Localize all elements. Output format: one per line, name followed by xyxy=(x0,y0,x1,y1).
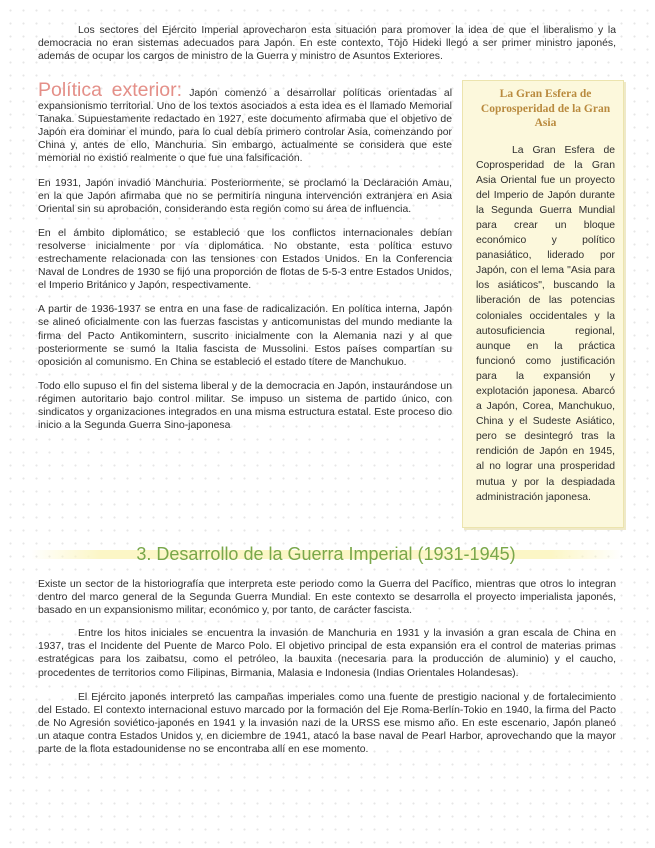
foreign-policy-paragraph-1-text: Japón comenzó a desarrollar políticas orientadas al expansionismo territorial. Uno de los textos asociados a esta idea es el llamado Memorial Tanaka. Supuestamente redactado en 1927, este documento afirmaba que el objetivo de Japón era dominar el mundo, para lo cual debía primero controlar Asia, comenzando por China y, antes de ello, Manchuria. Sin embargo, actualmente se considera que este memorial no existió realmente o que fue una falsificación. xyxy=(38,88,453,165)
foreign-policy-heading: Política exterior: xyxy=(38,79,183,101)
foreign-policy-paragraph-5: Todo ello supuso el fin del sistema liberal y de la democracia en Japón, instaurándose un régimen autoritario bajo control militar. Se impuso un sistema de partido único, con sindicatos y organizaciones integrados en una misma estructura estatal. Este proceso dio inicio a la Segunda Guerra Sino-japonesa xyxy=(38,380,452,432)
section-heading-bar xyxy=(30,543,622,565)
section-title: 3. Desarrollo de la Guerra Imperial (1931-1945) xyxy=(136,544,516,564)
foreign-policy-paragraph-3: En el ámbito diplomático, se estableció que los conflictos internacionales debían resolverse inicialmente por vía diplomática. No obstante, esta política estuvo estrechamente relacionada con las tensiones con Estados Unidos. En la Conferencia Naval de Londres de 1930 se fijó una proporción de flotas de 5-5-3 entre Estados Unidos, el Imperio Británico y Japón, respectivamente. xyxy=(38,227,452,292)
foreign-policy-column xyxy=(38,80,452,443)
foreign-policy-paragraph-4: A partir de 1936-1937 se entra en una fase de radicalización. En política interna, Japón se alineó oficialmente con las fuerzas fascistas y anticomunistas del mundo mediante la firma del Pacto Antikomintern, suscrito inicialmente con la Alemania nazi y al que posteriormente se sumó la Italia fascista de Mussolini. Estos países compartían su oposición al comunismo. En China se estableció el estado títere de Manchukuo. xyxy=(38,304,452,368)
foreign-policy-paragraph-2: En 1931, Japón invadió Manchuria. Posteriormente, se proclamó la Declaración Amau, en la que Japón afirmaba que no se permitiría ninguna intervención extranjera en Asia Oriental sin su aprobación, considerando esta región como su área de influencia. xyxy=(38,177,452,215)
section-3-paragraph-1: Existe un sector de la historiografía que interpreta este periodo como la Guerra del Pacífico, mientras que otros lo integran dentro del marco general de la Segunda Guerra Mundial. En este contexto se desarrolla el proyecto imperialista japonés, basado en un expansionismo militar, económico y, por tanto, de carácter fascista. xyxy=(38,579,616,617)
section-3-body xyxy=(38,578,616,767)
section-3-paragraph-2: Entre los hitos iniciales se encuentra la invasión de Manchuria en 1931 y la invasión a gran escala de China en 1937, tras el Incidente del Puente de Marco Polo. El objetivo principal de esta expansión era el control de materias primas estratégicas para los zaibatsu, como el petróleo, la bauxita (necesaria para la producción de aluminio) y el caucho, procedentes de territorios como Filipinas, Birmania, Malasia e Indonesia (Indias Orientales Holandesas). xyxy=(38,628,616,679)
intro-paragraph: Los sectores del Ejército Imperial aprovecharon esta situación para promover la idea de que el liberalismo y la democracia no eran sistemas adecuados para Japón. En este contexto, Tōjō Hideki llegó a ser primer ministro japonés, además de ocupar los cargos de ministro de la Guerra y ministro de Asuntos Exteriores. xyxy=(38,25,616,63)
sidebar-title: La Gran Esfera de Coprosperidad de la Gran Asia xyxy=(480,88,611,129)
section-3-paragraph-3: El Ejército japonés interpretó las campañas imperiales como una fuente de prestigio nacional y de fortalecimiento del Estado. El contexto internacional estuvo marcado por la formación del Eje Roma-Berlín-Tokio en 1940, la firma del Pacto de No Agresión soviético-japonés en 1941 y la invasión nazi de la URSS ese mismo año. En este escenario, Japón planeó un ataque contra Estados Unidos y, en diciembre de 1941, atacó la base naval de Pearl Harbor, aprovechando que la mayor parte de la flota estadounidense no se encontraba allí en ese momento. xyxy=(38,691,616,756)
sidebar-box xyxy=(462,80,624,528)
sidebar-body: La Gran Esfera de Coprosperidad de la Gran Asia Oriental fue un proyecto del Imperio de Japón durante la Segunda Guerra Mundial para crear un bloque económico y político panasiático, liderado por Japón, con el lema "Asia para los asiáticos", buscando la liberación de las potencias coloniales occidentales y la autosuficiencia regional, aunque en la práctica funcionó como justificación para la expansión y explotación japonesa. Abarcó a Japón, Corea, Manchukuo, China y el Sudeste Asiático, pero se desintegró tras la rendición de Japón en 1945, al no lograr una prosperidad mutua y por la despiadada administración japonesa. xyxy=(476,144,615,503)
foreign-policy-paragraph-1 xyxy=(38,80,452,166)
intro-block xyxy=(38,24,616,63)
